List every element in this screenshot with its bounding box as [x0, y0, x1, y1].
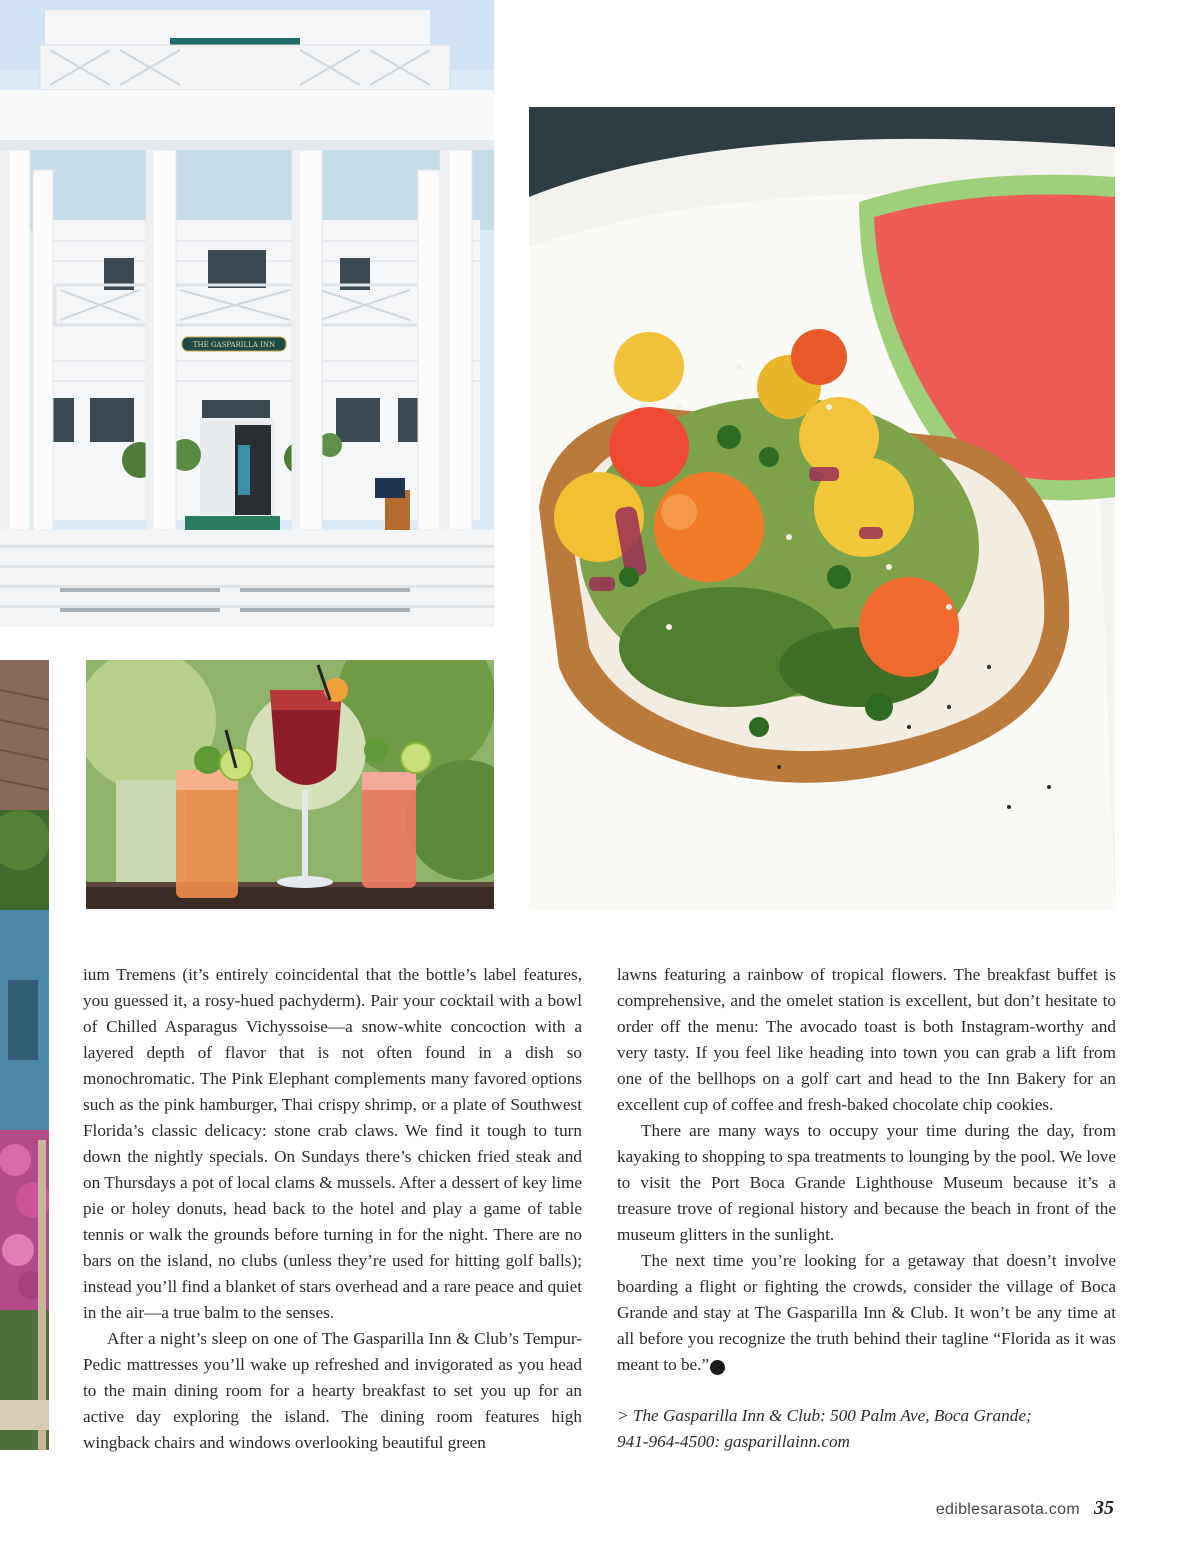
article-paragraph: ium Tremens (it’s entirely coincidental that the bottle’s label features, you guessed it, a rosy-hued pachyderm). Pair your cocktail with a bowl of Chilled Asparagus Vichyssoise—a snow-white concoction with a layered depth of flavor that is not often found in a dish so monochromatic. The Pink Elephant complements many favored options such as the pink hamburger, Thai crispy shrimp, or a plate of Southwest Florida’s classic delicacy: stone crab claws. We find it tough to turn down the nightly specials. On Sundays there’s chicken fried steak and on Thursdays a pot of local clams & mussels. After a dessert of key lime pie or holey donuts, head back to the hotel and play a game of table tennis or walk the grounds before turning in for the night. There are no bars on the island, no clubs (unless they’re used for hitting golf balls); instead you’ll find a blanket of stars overhead and a rare peace and quiet in the air—a true balm to the senses. — [83, 965, 582, 1322]
article-right-column — [617, 962, 1116, 1455]
contact-info — [617, 1403, 1116, 1455]
cocktails-photo — [86, 660, 494, 909]
contact-phone-web: 941-964-4500: gasparillainn.com — [617, 1432, 850, 1451]
inn-sign-text: THE GASPARILLA INN — [192, 341, 276, 349]
article-paragraph: There are many ways to occupy your time during the day, from kayaking to shopping to spa treatments to lounging by the pool. We love to visit the Port Boca Grande Lighthouse Museum because it’s a treasure trove of regional history and because the beach in front of the museum glitters in the sunlight. — [617, 1121, 1116, 1244]
inn-building-photo — [0, 0, 494, 627]
page-number: 35 — [1094, 1497, 1114, 1519]
article-paragraph: lawns featuring a rainbow of tropical flowers. The breakfast buffet is comprehensive, and the omelet station is excellent, but don’t hesitate to order off the menu: The avocado toast is both Instagram-worthy and very tasty. If you feel like heading into town you can grab a lift from one of the bellhops on a golf cart and head to the Inn Bakery for an excellent cup of coffee and fresh-baked chocolate chip cookies. — [617, 965, 1116, 1114]
article-paragraph-text: The next time you’re looking for a getaway that doesn’t involve boarding a flight or fighting the crowds, consider the village of Boca Grande and stay at The Gasparilla Inn & Club. It won’t be any time at all before you recognize the truth behind their tagline “Florida as it was meant to be.” — [617, 1251, 1116, 1374]
article-paragraph-final — [617, 1248, 1116, 1378]
end-mark-icon: e — [710, 1360, 725, 1375]
page-footer — [936, 1497, 1114, 1520]
article-left-column — [83, 962, 582, 1456]
contact-address: > The Gasparilla Inn & Club: 500 Palm Ave, Boca Grande; — [617, 1406, 1032, 1425]
avocado-toast-photo — [529, 107, 1115, 910]
footer-website: ediblesarasota.com — [935, 1501, 1080, 1518]
article-paragraph: After a night’s sleep on one of The Gasparilla Inn & Club’s Tempur-Pedic mattresses you’ll wake up refreshed and invigorated as you head to the main dining room for a hearty breakfast to set you up for an active day exploring the island. The dining room features high wingback chairs and windows overlooking beautiful green — [83, 1329, 582, 1452]
garden-edge-photo — [0, 660, 49, 1450]
